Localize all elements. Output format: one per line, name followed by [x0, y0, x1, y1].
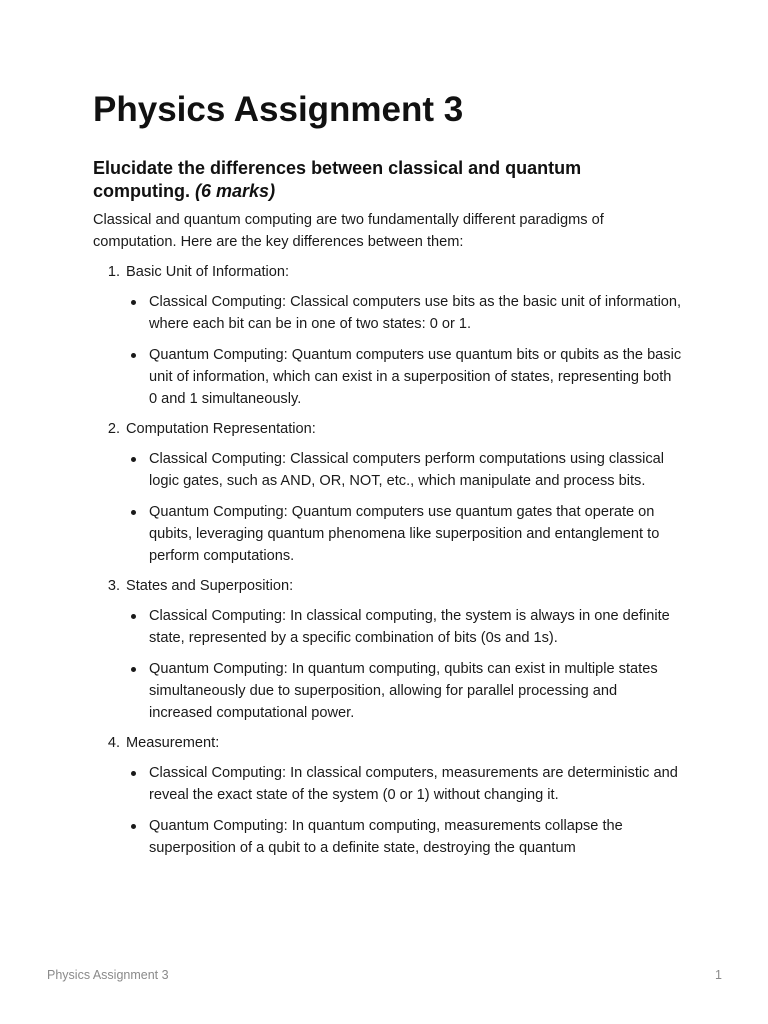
question-text: Elucidate the differences between classical and quantum computing. — [93, 158, 582, 201]
section-points — [93, 448, 683, 567]
section-label: States and Superposition: — [126, 578, 294, 594]
list-item — [93, 658, 683, 724]
section-item — [93, 418, 683, 567]
section-label: Basic Unit of Information: — [126, 264, 290, 280]
list-item — [93, 501, 683, 567]
section-label: Computation Representation: — [126, 421, 316, 437]
bullet-icon — [131, 614, 136, 619]
sections-list — [93, 261, 683, 859]
point-text: Classical Computing: Classical computers perform computations using classical logic gates, such as AND, OR, NOT, etc., which manipulate and process bits. — [149, 451, 665, 489]
bullet-icon — [131, 824, 136, 829]
section-heading — [93, 732, 683, 754]
bullet-icon — [131, 353, 136, 358]
list-item — [93, 291, 683, 335]
section-number: 3. — [107, 578, 120, 594]
point-text: Quantum Computing: Quantum computers use quantum bits or qubits as the basic unit of information, which can exist in a superposition of states, representing both 0 and 1 simultaneously. — [149, 347, 682, 407]
page-title: Physics Assignment 3 — [93, 90, 464, 129]
section-number: 4. — [107, 735, 120, 751]
section-heading — [93, 575, 683, 597]
footer-title: Physics Assignment 3 — [47, 968, 169, 982]
bullet-icon — [131, 510, 136, 515]
point-text: Quantum Computing: Quantum computers use quantum gates that operate on qubits, leveraging quantum phenomena like superposition and entanglement to perform computations. — [149, 504, 660, 564]
section-number: 2. — [107, 421, 120, 437]
list-item — [93, 344, 683, 410]
bullet-icon — [131, 300, 136, 305]
section-item — [93, 261, 683, 410]
section-points — [93, 605, 683, 724]
intro-paragraph: Classical and quantum computing are two fundamentally different paradigms of computation. Here are the key differences between them: — [93, 212, 604, 250]
section-item — [93, 732, 683, 859]
point-text: Quantum Computing: In quantum computing, measurements collapse the superposition of a qubit to a definite state, destroying the quantum — [149, 818, 623, 856]
section-heading — [93, 261, 683, 283]
footer-page-number: 1 — [715, 968, 722, 982]
section-label: Measurement: — [126, 735, 220, 751]
point-text: Classical Computing: Classical computers use bits as the basic unit of information, where each bit can be in one of two states: 0 or 1. — [149, 294, 682, 332]
list-item — [93, 448, 683, 492]
list-item — [93, 762, 683, 806]
section-points — [93, 291, 683, 410]
section-number: 1. — [107, 264, 120, 280]
bullet-icon — [131, 457, 136, 462]
list-item — [93, 815, 683, 859]
point-text: Classical Computing: In classical computing, the system is always in one definite state, represented by a specific combination of bits (0s and 1s). — [149, 608, 670, 646]
list-item — [93, 605, 683, 649]
document-page — [93, 89, 683, 867]
question-marks: (6 marks) — [195, 181, 276, 201]
section-points — [93, 762, 683, 859]
section-item — [93, 575, 683, 724]
bullet-icon — [131, 771, 136, 776]
point-text: Quantum Computing: In quantum computing, qubits can exist in multiple states simultaneously due to superposition, allowing for parallel processing and increased computational power. — [149, 661, 658, 721]
point-text: Classical Computing: In classical computers, measurements are deterministic and reveal the exact state of the system (0 or 1) without changing it. — [149, 765, 678, 803]
question-heading — [93, 157, 683, 203]
section-heading — [93, 418, 683, 440]
bullet-icon — [131, 667, 136, 672]
